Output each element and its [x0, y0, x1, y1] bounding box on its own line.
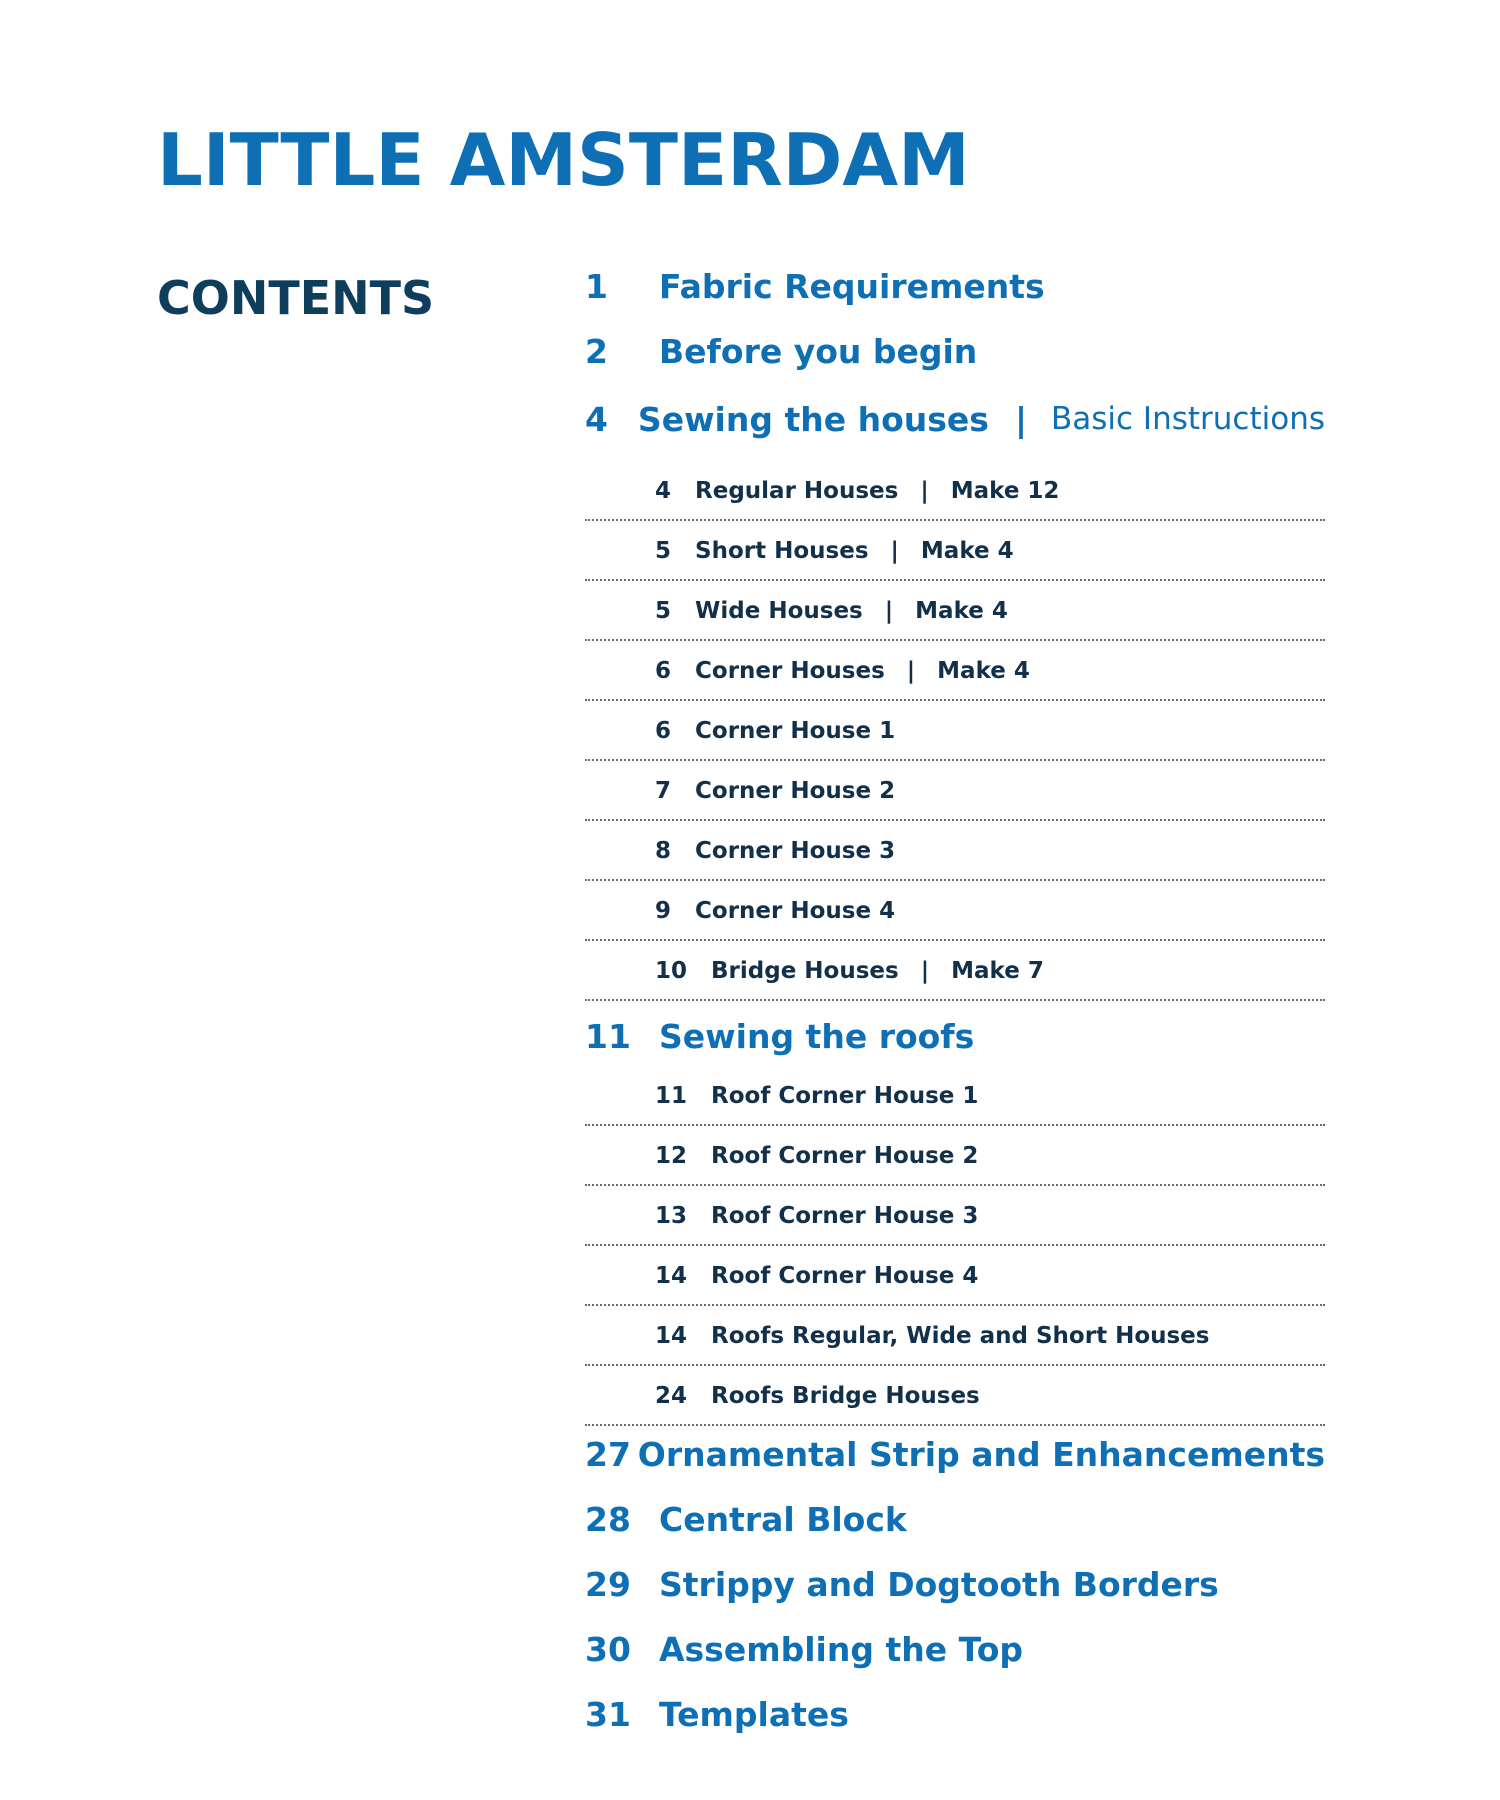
- toc-subsection: [585, 942, 1325, 1001]
- toc-entry-note: Make 12: [950, 477, 1060, 504]
- toc-separator: |: [890, 537, 899, 564]
- toc-page-number: 9: [655, 897, 672, 924]
- toc-entry-label: Corner House 2: [695, 777, 896, 804]
- toc-subsection: [585, 1307, 1325, 1366]
- toc-section: [585, 1623, 1325, 1675]
- toc-page-number: 30: [585, 1629, 631, 1669]
- toc-separator: |: [1014, 399, 1027, 439]
- toc-page-number: 7: [655, 777, 672, 804]
- toc-page-number: 8: [655, 837, 672, 864]
- toc-entry-note: Make 4: [920, 537, 1014, 564]
- toc-entry-label: Corner House 1: [695, 717, 896, 744]
- toc-page-number: 12: [655, 1142, 688, 1169]
- toc-separator: |: [920, 477, 929, 504]
- toc-entry-note: Basic Instructions: [1051, 401, 1325, 437]
- document-title: LITTLE AMSTERDAM: [157, 118, 970, 202]
- toc-separator: |: [906, 657, 916, 684]
- toc-entry-label: Corner House 3: [695, 837, 896, 864]
- toc-page-number: 11: [655, 1082, 688, 1109]
- toc-entry-label: Roof Corner House 3: [711, 1202, 979, 1229]
- toc-entry-label: Bridge Houses: [711, 957, 899, 984]
- toc-section: [585, 1428, 1325, 1480]
- toc-subsection: [585, 642, 1325, 701]
- toc-entry-label: Templates: [659, 1694, 849, 1734]
- toc-section: [585, 325, 1325, 377]
- toc-entry-note: Make 4: [915, 597, 1008, 624]
- toc-page-number: 29: [585, 1564, 631, 1604]
- toc-separator: |: [920, 957, 930, 984]
- toc-page-number: 14: [655, 1262, 688, 1289]
- toc-page-number: 13: [655, 1202, 688, 1229]
- toc-page-number: 14: [655, 1322, 688, 1349]
- toc-section: [585, 393, 1325, 445]
- toc-page-number: 5: [655, 597, 672, 624]
- toc-page-number: 4: [585, 399, 608, 439]
- toc-page-number: 11: [585, 1016, 631, 1056]
- toc-entry-label: Fabric Requirements: [659, 266, 1045, 306]
- toc-entry-label: Ornamental Strip and Enhancements: [637, 1434, 1325, 1474]
- toc-entry-note: Make 4: [937, 657, 1030, 684]
- toc-page-number: 1: [585, 266, 608, 306]
- toc-entry-label: Sewing the roofs: [659, 1016, 975, 1056]
- toc-page-number: 28: [585, 1499, 631, 1539]
- toc-subsection: [585, 462, 1325, 521]
- toc-page-number: 6: [655, 717, 672, 744]
- toc-entry-label: Roofs Bridge Houses: [711, 1382, 980, 1409]
- toc-page-number: 31: [585, 1694, 631, 1734]
- toc-entry-label: Corner Houses: [695, 657, 885, 684]
- toc-section: [585, 1493, 1325, 1545]
- toc-subsection: [585, 822, 1325, 881]
- toc-subsection: [585, 522, 1325, 581]
- toc-subsection: [585, 1127, 1325, 1186]
- toc-section: [585, 1010, 1325, 1062]
- toc-subsection: [585, 1067, 1325, 1126]
- toc-entry-label: Roof Corner House 4: [711, 1262, 979, 1289]
- toc-section: [585, 1558, 1325, 1610]
- toc-subsection: [585, 1247, 1325, 1306]
- toc-entry-label: Before you begin: [659, 331, 978, 371]
- toc-entry-label: Regular Houses: [695, 477, 899, 504]
- toc-entry-label: Strippy and Dogtooth Borders: [659, 1564, 1219, 1604]
- toc-entry-label: Roof Corner House 2: [711, 1142, 979, 1169]
- toc-entry-label: Wide Houses: [695, 597, 863, 624]
- toc-entry-label: Roofs Regular, Wide and Short Houses: [711, 1322, 1210, 1349]
- toc-entry-label: Central Block: [659, 1499, 907, 1539]
- toc-page-number: 5: [655, 537, 672, 564]
- toc-page-number: 6: [655, 657, 672, 684]
- toc-subsection: [585, 882, 1325, 941]
- contents-heading: CONTENTS: [157, 271, 435, 325]
- toc-section: [585, 1688, 1325, 1740]
- toc-page-number: 10: [655, 957, 688, 984]
- toc-entry-label: Corner House 4: [695, 897, 896, 924]
- toc-entry-label: Roof Corner House 1: [711, 1082, 979, 1109]
- toc-subsection: [585, 1367, 1325, 1426]
- toc-entry-label: Assembling the Top: [659, 1629, 1023, 1669]
- toc-subsection: [585, 582, 1325, 641]
- toc-entry-note: Make 7: [951, 957, 1044, 984]
- toc-section: [585, 260, 1325, 312]
- toc-subsection: [585, 762, 1325, 821]
- toc-subsection: [585, 1187, 1325, 1246]
- toc-page-number: 4: [655, 477, 672, 504]
- toc-subsection: [585, 702, 1325, 761]
- toc-entry-label: Short Houses: [695, 537, 869, 564]
- toc-page-number: 24: [655, 1382, 688, 1409]
- toc-page-number: 2: [585, 331, 608, 371]
- toc-separator: |: [884, 597, 894, 624]
- toc-page-number: 27: [585, 1434, 631, 1474]
- toc-entry-label: Sewing the houses: [637, 399, 989, 439]
